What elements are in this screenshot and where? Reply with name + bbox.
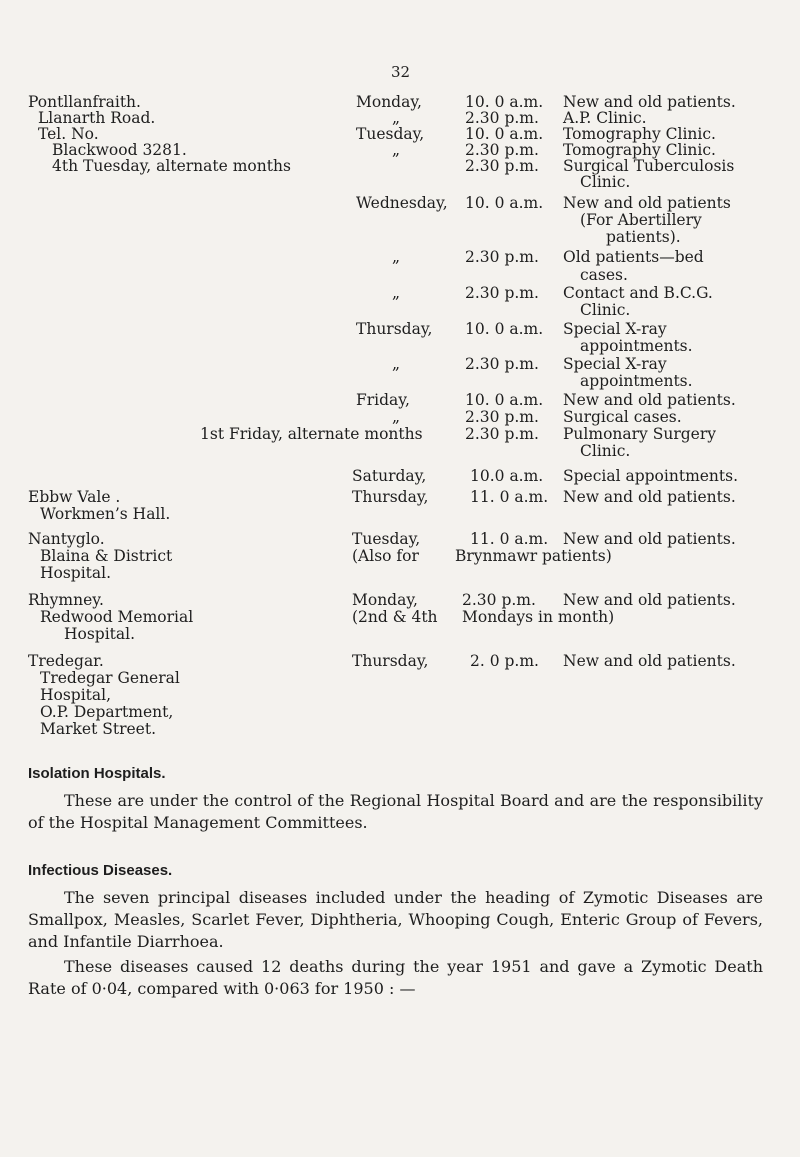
location-line: Llanarth Road. [38, 109, 156, 127]
time-cell: 11. 0 a.m. [470, 488, 549, 506]
day-cell: Friday, [356, 391, 410, 409]
location-line: Market Street. [40, 720, 157, 738]
location-line: Blaina & District [40, 547, 173, 565]
clinic-cell: Surgical Tuberculosis [563, 157, 735, 175]
time-cell: 2.30 p.m. [465, 109, 539, 127]
paragraph-text: These diseases caused 12 deaths during the year 1951 and gave a Zymotic Death Rate of 0·04, compared with 0·063 for 1950 : — [28, 957, 763, 998]
time-cell: 2.30 p.m. [465, 284, 539, 302]
time-cell: 10. 0 a.m. [465, 125, 544, 143]
location-line: Tel. No. [38, 125, 99, 143]
clinic-cell: appointments. [580, 337, 693, 355]
note-text: patients) [542, 547, 612, 565]
paragraph-death-rate [28, 956, 763, 1000]
clinic-cell: Surgical cases. [563, 408, 682, 426]
clinic-cell: New and old patients. [563, 93, 736, 111]
location-line: Blackwood 3281. [52, 141, 187, 159]
day-cell: 4th Tuesday, alternate months [52, 157, 291, 175]
clinic-cell: Tomography Clinic. [563, 141, 716, 159]
clinic-cell: cases. [580, 266, 628, 284]
time-cell: 11. 0 a.m. [470, 530, 549, 548]
time-cell: 10. 0 a.m. [465, 391, 544, 409]
day-cell: „ [392, 248, 401, 266]
clinic-cell: Special X-ray [563, 355, 667, 373]
section-heading-isolation: Isolation Hospitals. [28, 765, 166, 782]
clinic-cell: appointments. [580, 372, 693, 390]
day-cell: Tuesday, [352, 530, 421, 548]
day-cell: Thursday, [352, 488, 429, 506]
clinic-cell: Pulmonary Surgery [563, 425, 716, 443]
note-text: (Also for [352, 547, 419, 565]
day-cell: „ [392, 109, 401, 127]
day-cell: 1st Friday, alternate months [200, 425, 423, 443]
note-text: (2nd & 4th [352, 608, 438, 626]
clinic-cell: (For Abertillery [580, 211, 702, 229]
time-cell: 10.0 a.m. [470, 467, 544, 485]
day-cell: „ [392, 355, 401, 373]
section-heading-infectious: Infectious Diseases. [28, 862, 173, 879]
day-cell: Thursday, [352, 652, 429, 670]
location-line: Redwood Memorial [40, 608, 194, 626]
time-cell: 2.30 p.m. [465, 141, 539, 159]
clinic-cell: Special appointments. [563, 467, 739, 485]
clinic-cell: New and old patients. [563, 652, 736, 670]
day-cell: Tuesday, [356, 125, 425, 143]
day-cell: Wednesday, [356, 194, 448, 212]
day-cell: „ [392, 141, 401, 159]
location-line: Tredegar. [28, 652, 104, 670]
page-number: 32 [391, 63, 411, 81]
clinic-cell: New and old patients. [563, 391, 736, 409]
clinic-cell: New and old patients [563, 194, 731, 212]
time-cell: 2.30 p.m. [465, 248, 539, 266]
time-cell: 2.30 p.m. [465, 355, 539, 373]
day-cell: „ [392, 284, 401, 302]
clinic-cell: patients). [606, 228, 681, 246]
clinic-cell: Old patients—bed [563, 248, 704, 266]
note-text: Brynmawr [455, 547, 538, 565]
clinic-cell: A.P. Clinic. [563, 109, 647, 127]
location-line: Rhymney. [28, 591, 104, 609]
time-cell: 2.30 p.m. [465, 425, 539, 443]
time-cell: 2.30 p.m. [465, 157, 539, 175]
location-line: Ebbw Vale . [28, 488, 121, 506]
paragraph-isolation [28, 790, 763, 834]
location-line: O.P. Department, [40, 703, 174, 721]
clinic-cell: Clinic. [580, 301, 631, 319]
location-line: Pontllanfraith. [28, 93, 141, 111]
time-cell: 2. 0 p.m. [470, 652, 539, 670]
time-cell: 10. 0 a.m. [465, 320, 544, 338]
location-line: Tredegar General [40, 669, 180, 687]
time-cell: 10. 0 a.m. [465, 93, 544, 111]
paragraph-text: These are under the control of the Regional Hospital Board and are the responsibility of the Hospital Management Committees. [28, 791, 763, 832]
location-line: Hospital. [40, 564, 112, 582]
location-line: Hospital, [40, 686, 112, 704]
clinic-cell: Clinic. [580, 442, 631, 460]
day-cell: „ [392, 408, 401, 426]
location-line: Workmen’s Hall. [40, 505, 171, 523]
clinic-cell: Tomography Clinic. [563, 125, 716, 143]
location-line: Nantyglo. [28, 530, 105, 548]
time-cell: 2.30 p.m. [465, 408, 539, 426]
clinic-cell: New and old patients. [563, 530, 736, 548]
time-cell: 2.30 p.m. [462, 591, 536, 609]
clinic-cell: New and old patients. [563, 591, 736, 609]
clinic-cell: New and old patients. [563, 488, 736, 506]
clinic-cell: Clinic. [580, 173, 631, 191]
location-line: Hospital. [64, 625, 136, 643]
clinic-cell: Contact and B.C.G. [563, 284, 713, 302]
note-text: Mondays in month) [462, 608, 615, 626]
time-cell: 10. 0 a.m. [465, 194, 544, 212]
paragraph-zymotic-list [28, 887, 763, 953]
day-cell: Saturday, [352, 467, 427, 485]
clinic-cell: Special X-ray [563, 320, 667, 338]
day-cell: Monday, [352, 591, 418, 609]
paragraph-text: The seven principal diseases included under the heading of Zymotic Diseases are Smallpox, Measles, Scarlet Fever, Diphtheria, Whooping Cough, Enteric Group of Fevers, and Infantile Diarrhoea. [28, 888, 763, 951]
day-cell: Thursday, [356, 320, 433, 338]
day-cell: Monday, [356, 93, 422, 111]
